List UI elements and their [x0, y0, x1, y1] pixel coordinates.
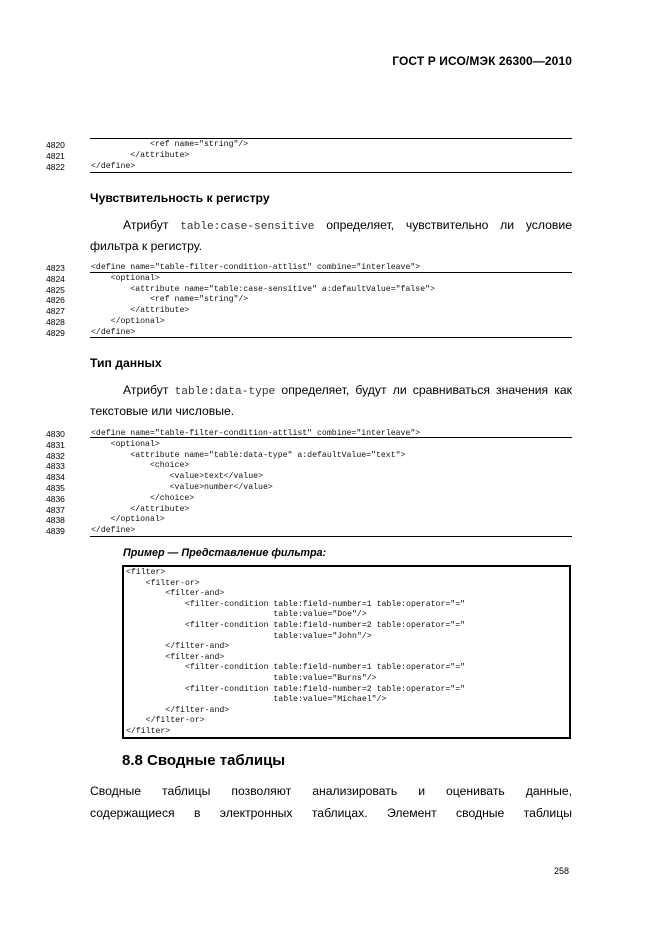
word: Сводные [90, 784, 142, 798]
code-text: </optional> [91, 515, 165, 525]
code-text: </choice> [91, 493, 195, 503]
word: оценивать [446, 784, 505, 798]
example-code-line: <filter-condition table:field-number=2 table:operator="=" [126, 621, 466, 630]
code-block-3 [46, 429, 572, 539]
code-text: <value>text</value> [91, 472, 263, 482]
code-inline: table:data-type [174, 386, 276, 398]
line-number: 4831 [46, 439, 65, 450]
code-text: </define> [91, 526, 136, 536]
line-number: 4827 [46, 306, 65, 317]
code-text: <optional> [91, 439, 160, 449]
code-text: <define name="table-filter-condition-attlist" combine="interleave"> [91, 263, 421, 272]
rule-top [90, 138, 572, 139]
paragraph-pivot-line2 [90, 803, 572, 824]
example-code-box [122, 565, 571, 739]
code-text: </define> [91, 161, 136, 171]
word: и [418, 784, 426, 798]
example-code-line: <filter-and> [126, 652, 225, 662]
rule-bottom [90, 536, 572, 537]
text: Атрибут [123, 383, 175, 397]
example-code-line: <filter-condition table:field-number=2 table:operator="=" [126, 684, 466, 694]
word: Элемент [386, 806, 437, 820]
example-code-line: </filter-or> [126, 716, 205, 726]
code-text: <ref name="string"/> [91, 295, 249, 305]
code-text: <attribute name="table:case-sensitive" a:defaultValue="false"> [91, 284, 435, 294]
line-number: 4820 [46, 140, 65, 150]
paragraph-pivot-line1 [90, 781, 572, 802]
word: содержащиеся [90, 806, 175, 820]
example-code-line: </filter-and> [126, 642, 230, 652]
line-number: 4834 [46, 472, 65, 483]
code-text: </attribute> [91, 306, 190, 316]
line-number: 4839 [46, 526, 65, 537]
example-code-line: <filter-condition table:field-number=1 table:operator="=" [126, 599, 466, 609]
code-text: </attribute> [91, 150, 190, 160]
example-code-line: </filter> [126, 727, 171, 736]
text: Атрибут [123, 218, 181, 232]
code-block-1 [46, 138, 572, 173]
code-text: <ref name="string"/> [91, 140, 249, 149]
code-text: </optional> [91, 317, 165, 326]
section-title-data-type: Тип данных [90, 356, 162, 370]
code-text: <value>number</value> [91, 483, 273, 492]
line-number: 4838 [46, 515, 65, 526]
example-code-line: table:value="Burns"/> [126, 674, 377, 683]
example-code-line: table:value="Michael"/> [126, 695, 387, 705]
code-text: <attribute name="table:data-type" a:defaultValue="text"> [91, 450, 406, 460]
line-number: 4826 [46, 295, 65, 306]
word: данные, [525, 784, 573, 798]
line-number: 4832 [46, 450, 65, 461]
section-title-pivot-tables: 8.8 Сводные таблицы [122, 752, 286, 769]
code-text: <optional> [91, 273, 160, 283]
rule-bottom [90, 172, 572, 173]
document-header: ГОСТ Р ИСО/МЭК 26300—2010 [392, 54, 572, 68]
word: позволяют [231, 784, 292, 798]
line-number: 4824 [46, 273, 65, 284]
paragraph-data-type-line2: текстовые или числовые. [90, 404, 235, 418]
line-number: 4825 [46, 284, 65, 295]
word: в [193, 806, 201, 820]
text: определяет, чувствительно ли условие [314, 218, 572, 232]
word: анализировать [312, 784, 398, 798]
example-code-line: table:value="John"/> [126, 631, 372, 641]
example-code-line: <filter> [126, 568, 166, 577]
line-number: 4821 [46, 150, 65, 161]
word: таблицах. [311, 806, 368, 820]
line-number: 4837 [46, 504, 65, 515]
line-number: 4835 [46, 483, 65, 493]
line-number: 4836 [46, 493, 65, 504]
paragraph-case-sensitivity [90, 215, 572, 238]
rule-bottom [90, 337, 572, 338]
code-block-2 [46, 263, 572, 339]
word: сводные [456, 806, 505, 820]
page-number: 258 [553, 866, 569, 876]
example-code-line: table:value="Doe"/> [126, 610, 367, 620]
example-code-line: <filter-and> [126, 589, 225, 599]
example-code-line: </filter-and> [126, 705, 230, 715]
line-number: 4829 [46, 327, 65, 338]
word: электронных [219, 806, 293, 820]
example-code-line: <filter-condition table:field-number=1 table:operator="=" [126, 663, 466, 673]
code-inline: table:case-sensitive [180, 221, 315, 233]
example-label: Пример — Представление фильтра: [123, 547, 327, 559]
line-number: 4822 [46, 161, 65, 172]
example-code-line: <filter-or> [126, 578, 200, 588]
code-text: </define> [91, 327, 136, 337]
code-text: <define name="table-filter-condition-attlist" combine="interleave"> [91, 429, 421, 438]
line-number: 4830 [46, 429, 65, 439]
line-number: 4828 [46, 317, 65, 327]
line-number: 4823 [46, 263, 65, 273]
paragraph-case-sensitivity-line2: фильтра к регистру. [90, 239, 202, 253]
line-number: 4833 [46, 461, 65, 472]
section-title-case-sensitivity: Чувствительность к регистру [90, 191, 270, 205]
code-text: <choice> [91, 461, 190, 471]
code-text: </attribute> [91, 504, 190, 514]
paragraph-data-type [90, 380, 572, 403]
word: таблицы [162, 784, 211, 798]
text: определяет, будут ли сравниваться значения как [275, 383, 572, 397]
word: таблицы [523, 806, 572, 820]
